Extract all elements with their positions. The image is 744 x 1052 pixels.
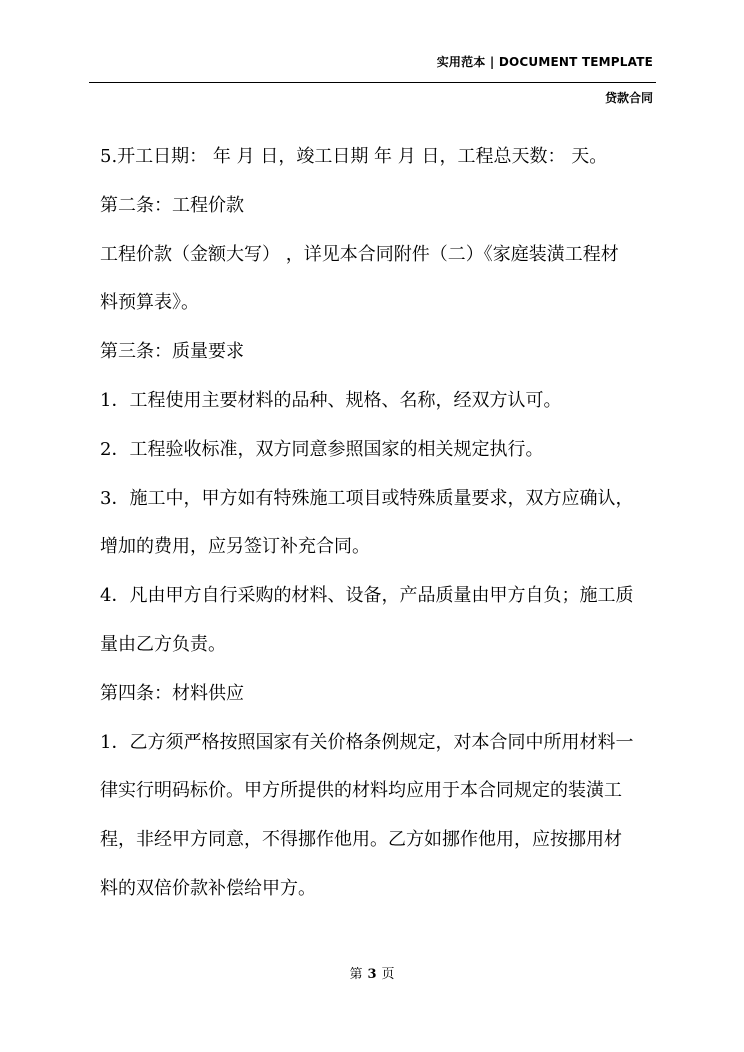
section-heading-article-2: 第二条：工程价款 bbox=[100, 194, 244, 216]
page-number: 3 bbox=[367, 967, 377, 982]
section-heading-article-4: 第四条：材料供应 bbox=[100, 682, 244, 704]
header-divider bbox=[89, 82, 656, 83]
document-body bbox=[100, 140, 660, 921]
footer-prefix: 第 bbox=[349, 967, 363, 982]
body-line: 2．工程验收标准，双方同意参照国家的相关规定执行。 bbox=[100, 438, 544, 460]
body-line: 1．工程使用主要材料的品种、规格、名称，经双方认可。 bbox=[100, 389, 562, 411]
body-line: 4．凡由甲方自行采购的材料、设备，产品质量由甲方自负；施工质 bbox=[100, 585, 634, 607]
body-line: 量由乙方负责。 bbox=[100, 633, 226, 655]
header-subtitle: 贷款合同 bbox=[604, 91, 653, 105]
section-heading-article-3: 第三条：质量要求 bbox=[100, 341, 244, 363]
body-line: 程，非经甲方同意，不得挪作他用。乙方如挪作他用，应按挪用材 bbox=[100, 829, 622, 851]
body-line: 工程价款（金额大写） ，详见本合同附件（二）《家庭装潢工程材 bbox=[100, 243, 619, 265]
body-line: 增加的费用，应另签订补充合同。 bbox=[100, 536, 370, 558]
footer-suffix: 页 bbox=[381, 967, 395, 982]
body-line: 3．施工中，甲方如有特殊施工项目或特殊质量要求，双方应确认， bbox=[100, 487, 634, 509]
body-line: 律实行明码标价。甲方所提供的材料均应用于本合同规定的装潢工 bbox=[100, 780, 622, 802]
body-line: 料的双倍价款补偿给甲方。 bbox=[100, 877, 316, 899]
page-number-footer bbox=[0, 963, 744, 982]
body-line-start-date: 5.开工日期： 年 月 日，竣工日期 年 月 日，工程总天数： 天。 bbox=[100, 146, 608, 167]
body-line: 料预算表》。 bbox=[100, 292, 199, 314]
header-title: 实用范本 | DOCUMENT TEMPLATE bbox=[436, 55, 653, 69]
body-line: 1．乙方须严格按照国家有关价格条例规定，对本合同中所用材料一 bbox=[100, 731, 634, 753]
